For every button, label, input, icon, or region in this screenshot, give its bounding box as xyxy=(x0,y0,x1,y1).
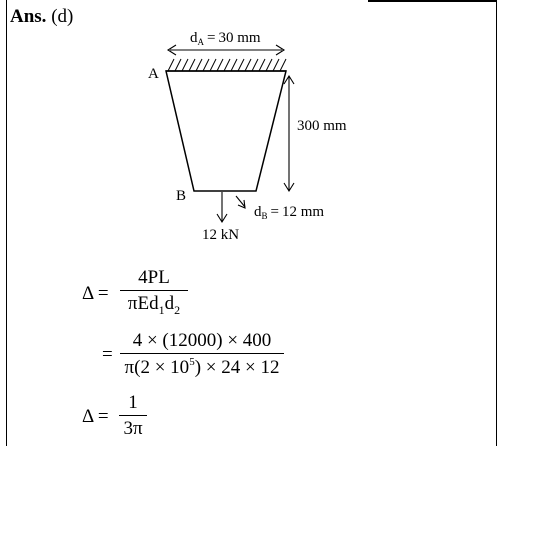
bottom-pointer-head xyxy=(238,200,245,208)
tapered-bar-figure xyxy=(0,0,547,260)
fraction-2 xyxy=(120,330,284,379)
equals-sign-2: = xyxy=(102,344,113,365)
load-label: 12 kN xyxy=(202,227,240,243)
bottom-diameter-label: $d_B = 12$ mm xyxy=(254,204,325,221)
fraction-3-numerator: 1 xyxy=(128,392,138,413)
fraction-2-numerator: 4 × (12000) × 400 xyxy=(132,330,272,351)
fraction-1-numerator: 4PL xyxy=(138,267,170,288)
delta-symbol: Δ xyxy=(82,283,94,304)
fraction-3-denominator: 3π xyxy=(123,418,143,440)
fraction-3 xyxy=(119,392,147,440)
equals-sign: = xyxy=(97,283,109,304)
fraction-2-denominator: $\pi(2 \times 10^5) \times 24 \times 12$ xyxy=(124,356,280,379)
top-diameter-label: $d_A = 30$ mm xyxy=(190,30,261,47)
answer-prefix: Ans. xyxy=(10,6,47,27)
tapered-bar xyxy=(166,71,286,191)
equation-line-2 xyxy=(102,344,113,366)
equation-line-1 xyxy=(82,283,109,305)
equals-sign-3: = xyxy=(97,406,109,427)
support-hatching xyxy=(168,59,286,71)
delta-symbol-3: Δ xyxy=(82,406,94,427)
answer-option: (d) xyxy=(51,6,74,27)
fraction-1 xyxy=(120,267,188,318)
fraction-1-denominator: $\pi Ed_1d_2$ xyxy=(127,293,181,318)
point-a-label: A xyxy=(148,66,159,82)
point-b-label: B xyxy=(176,188,187,204)
equation-line-3 xyxy=(82,406,109,428)
length-label: 300 mm xyxy=(297,118,347,134)
